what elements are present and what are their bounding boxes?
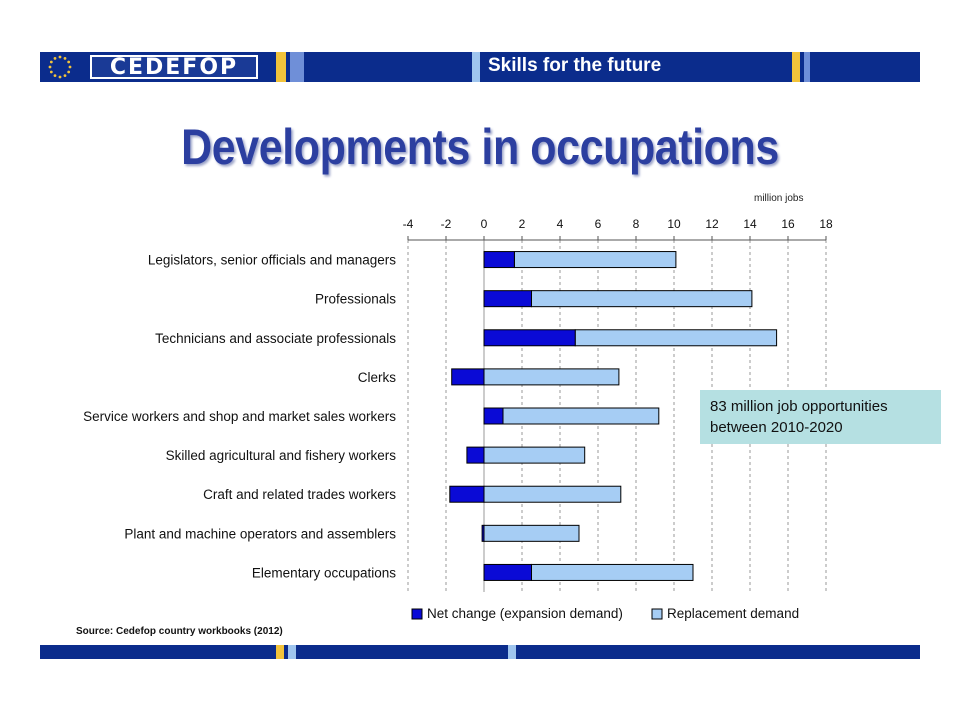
page-title: Developments in occupations: [181, 119, 779, 175]
bar-replacement: [532, 564, 694, 580]
legend-swatch-net: [412, 609, 422, 619]
x-tick-label: 16: [781, 217, 795, 231]
bar-replacement: [484, 525, 579, 541]
bar-net-change: [484, 564, 532, 580]
bar-net-change: [482, 525, 484, 541]
footer-banner: [40, 645, 920, 659]
bar-net-change: [484, 330, 575, 346]
bar-replacement: [503, 408, 659, 424]
source-note: Source: Cedefop country workbooks (2012): [76, 626, 283, 637]
category-label: Legislators, senior officials and managers: [147, 252, 396, 268]
x-tick-label: 18: [819, 217, 833, 231]
legend-label-net: Net change (expansion demand): [427, 606, 623, 621]
bar-net-change: [484, 252, 514, 268]
x-tick-label: 14: [743, 217, 757, 231]
bar-net-change: [467, 447, 484, 463]
x-tick-label: -2: [440, 217, 452, 231]
category-label: Service workers and shop and market sales workers: [83, 409, 396, 424]
bar-replacement: [484, 447, 585, 463]
x-tick-label: -4: [402, 217, 414, 231]
bar-replacement: [532, 291, 752, 307]
bar-replacement: [484, 369, 619, 385]
x-tick-label: 8: [632, 217, 640, 231]
x-tick-label: 6: [594, 217, 602, 231]
bar-replacement: [514, 252, 676, 268]
unit-label: million jobs: [754, 193, 804, 204]
category-label: Plant and machine operators and assemblers: [124, 526, 396, 542]
legend-swatch-replacement: [652, 609, 662, 619]
bar-replacement: [575, 330, 776, 346]
x-tick-label: 12: [705, 217, 719, 231]
category-label: Skilled agricultural and fishery workers: [165, 448, 396, 464]
x-tick-label: 2: [518, 217, 526, 231]
legend-label-replacement: Replacement demand: [667, 606, 800, 621]
category-label: Professionals: [314, 291, 396, 307]
category-label: Craft and related trades workers: [203, 487, 396, 503]
category-label: Clerks: [357, 369, 396, 385]
bar-net-change: [484, 291, 532, 307]
callout-box: 83 million job opportunities between 2010-2020: [700, 390, 941, 444]
x-tick-label: 0: [480, 217, 488, 231]
x-tick-label: 4: [556, 217, 564, 231]
x-tick-label: 10: [667, 217, 681, 231]
category-label: Technicians and associate professionals: [155, 330, 396, 346]
bar-net-change: [450, 486, 484, 502]
bar-net-change: [452, 369, 484, 385]
bar-replacement: [484, 486, 621, 502]
tagline: Skills for the future: [488, 55, 662, 76]
category-label: Elementary occupations: [251, 565, 396, 581]
bar-net-change: [484, 408, 503, 424]
cedefop-logo: CEDEFOP: [90, 55, 258, 79]
